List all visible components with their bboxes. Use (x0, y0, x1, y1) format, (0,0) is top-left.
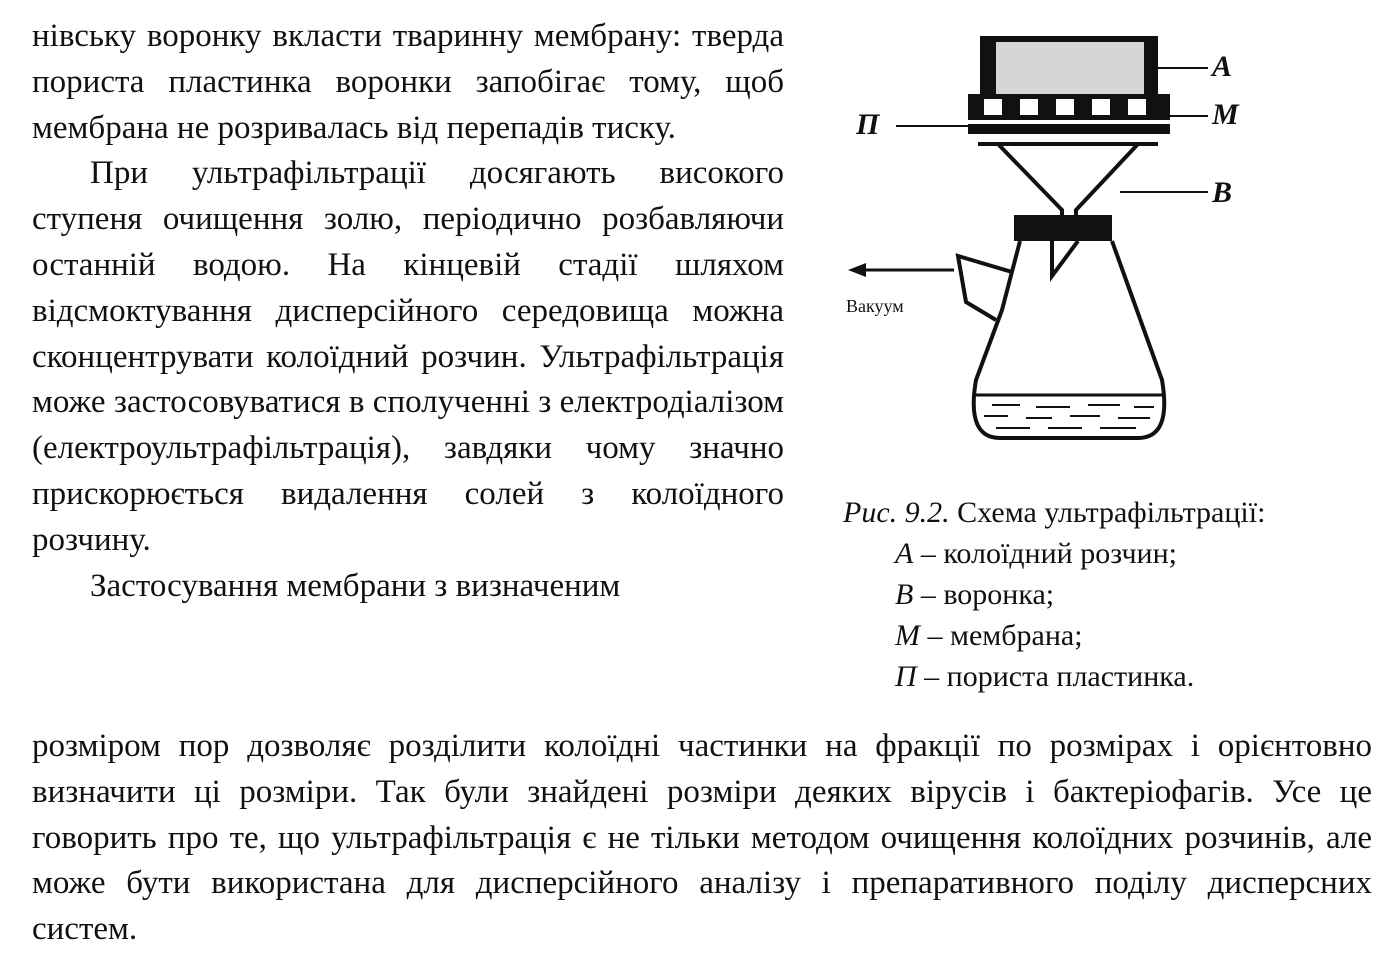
stopper (1014, 215, 1112, 241)
label-b: В (1212, 176, 1233, 209)
caption-title (843, 492, 1383, 533)
paragraph-3-continuation: розміром пор дозволяє розділити колоїдні частинки на фракції по розмірах і орієнтовно визначити ці розміри. Так були знайдені розміри деяких вірусів і бактеріофагів. Усе це говорить про те, що ультрафільтрація є не тільки методом очищення колоїдних розчинів, але може бути використана для дисперсійного аналізу і препаративного поділу дисперсних систем. (32, 728, 1372, 948)
membrane-line (968, 120, 1170, 124)
legend-item-m: М – мембрана; (895, 619, 1083, 652)
text-full-width (32, 724, 1372, 953)
caption-ref: Рис. 9.2. (843, 496, 950, 529)
funnel (998, 144, 1138, 220)
legend-item-p: П – пориста пластинка. (895, 660, 1195, 693)
caption-legend (843, 533, 1383, 697)
ultrafiltration-diagram (820, 20, 1380, 470)
pore (1056, 99, 1074, 115)
funnel-stem (1052, 241, 1078, 276)
vacuum-label: Вакуум (846, 296, 904, 316)
text-column-top (32, 14, 784, 609)
ultrafiltration-figure (820, 20, 1380, 470)
legend-item-b: В – воронка; (895, 578, 1055, 611)
pore (1128, 99, 1146, 115)
vacuum-arrowhead (848, 263, 866, 277)
paragraph-1: нівську воронку вкласти тваринну мембрану: тверда пориста пластинка воронки запобігає тому, щоб мембрана не розривалась від перепадів тиску. (32, 18, 784, 146)
paragraph-3-start: Застосування мембрани з визначеним (90, 567, 621, 604)
filtrate-liquid (984, 405, 1154, 428)
label-p: П (856, 108, 880, 141)
pore (984, 99, 1002, 115)
label-m: М (1212, 98, 1239, 131)
legend-item-a: А – колоїдний розчин; (895, 537, 1177, 570)
label-a: А (1212, 50, 1233, 83)
pore (1020, 99, 1038, 115)
paragraph-2: При ультрафільтрації досягають високого ступеня очищення золю, періодично розбавляючи останній водою. На кінцевій стадії шляхом відсмоктування дисперсійного середовища можна сконцентрувати колоїдний розчин. Ультрафільтрація може застосовуватися в сполученні з електродіалізом (електроультрафільтрація), завдяки чому значно прискорюється видалення солей з колоїдного розчину. (32, 155, 784, 558)
pore (1092, 99, 1110, 115)
caption-title-text: Схема ультрафільтрації: (957, 496, 1266, 529)
figure-caption (843, 492, 1383, 697)
